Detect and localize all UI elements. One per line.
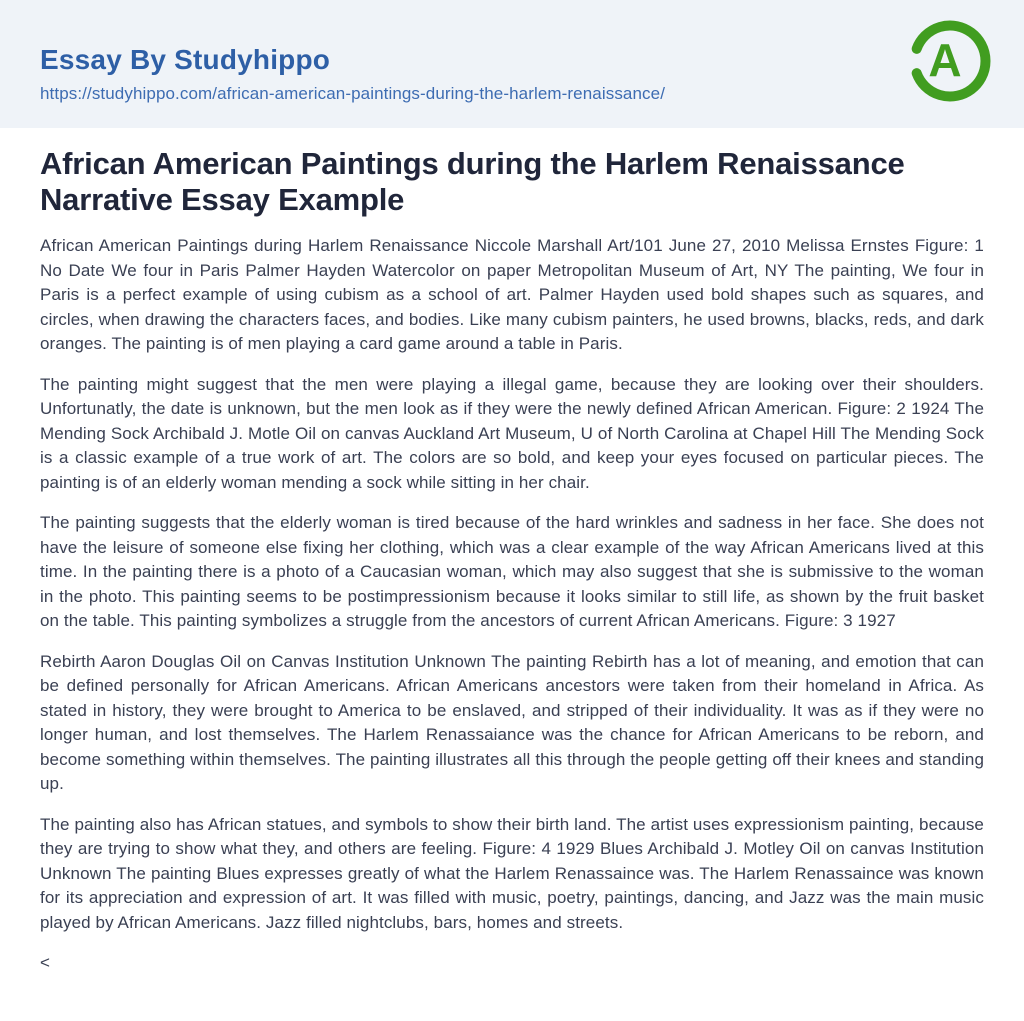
stray-angle-bracket: < (40, 953, 50, 972)
essay-paragraph: The painting might suggest that the men were playing a illegal game, because they are looking over their shoulders. Unfortunatly, the date is unknown, but the men look as if they were the newly defined African American. Figure: 2 1924 The Mending Sock Archibald J. Motle Oil on canvas Auckland Art Museum, U of North Carolina at Chapel Hill The Mending Sock is a classic example of a true work of art. The colors are so bold, and keep your eyes focused on particular pieces. The painting is of an elderly woman mending a sock while sitting in her chair. (40, 374, 984, 492)
studyhippo-ring-icon (905, 16, 995, 106)
site-title: Essay By Studyhippo (40, 44, 331, 75)
essay-paragraph: The painting suggests that the elderly woman is tired because of the hard wrinkles and sadness in her face. She does not have the leisure of someone else fixing her clothing, which was a clear example of the way African Americans lived at this time. In the painting there is a photo of a Caucasian woman, which may also suggest that she is submissive to the woman in the photo. This painting seems to be postimpressionism because it looks similar to still life, as shown by the fruit basket on the table. This painting symbolizes a struggle from the ancestors of current African Americans. Figure: 3 1927 (40, 513, 984, 630)
article-title: African American Paintings during the Harlem Renaissance Narrative Essay Example (40, 146, 905, 217)
page-header (0, 0, 1024, 128)
essay-paragraph: The painting also has African statues, and symbols to show their birth land. The artist uses expressionism painting, because they are trying to show what they, and others are feeling. Figure: 4 1929 Blues Archibald J. Motley Oil on canvas Institution Unknown The painting Blues expresses greatly of what the Harlem Renassaince was. The Harlem Renassaince was known for its appreciation and expression of art. It was filled with music, poetry, paintings, dancing, and Jazz was the main music played by African Americans. Jazz filled nightclubs, bars, homes and streets. (40, 814, 984, 932)
essay-paragraph: African American Paintings during Harlem Renaissance Niccole Marshall Art/101 June 27, 2010 Melissa Ernstes Figure: 1 No Date We four in Paris Palmer Hayden Watercolor on paper Metropolitan Museum of Art, NY The painting, We four in Paris is a perfect example of using cubism as a school of art. Palmer Hayden used bold shapes such as squares, and circles, when drawing the characters faces, and bodies. Like many cubism painters, he used browns, blacks, reds, and dark oranges. The painting is of men playing a card game around a table in Paris. (40, 236, 984, 353)
studyhippo-logo (905, 16, 995, 106)
essay-paragraph: Rebirth Aaron Douglas Oil on Canvas Institution Unknown The painting Rebirth has a lot of meaning, and emotion that can be defined personally for African Americans. African Americans ancestors were taken from their homeland in Africa. As stated in history, they were brought to America to be enslaved, and stripped of their individuality. It was as if they were no longer human, and lost themselves. The Harlem Renassaiance was the chance for African Americans to be reborn, and become something within themselves. The painting illustrates all this through the people getting off their knees and standing up. (40, 651, 984, 793)
essay-content (0, 146, 1024, 973)
page-url-link[interactable]: https://studyhippo.com/african-american-paintings-during-the-harlem-renaissance/ (40, 84, 666, 103)
logo-letter: A (928, 34, 962, 86)
